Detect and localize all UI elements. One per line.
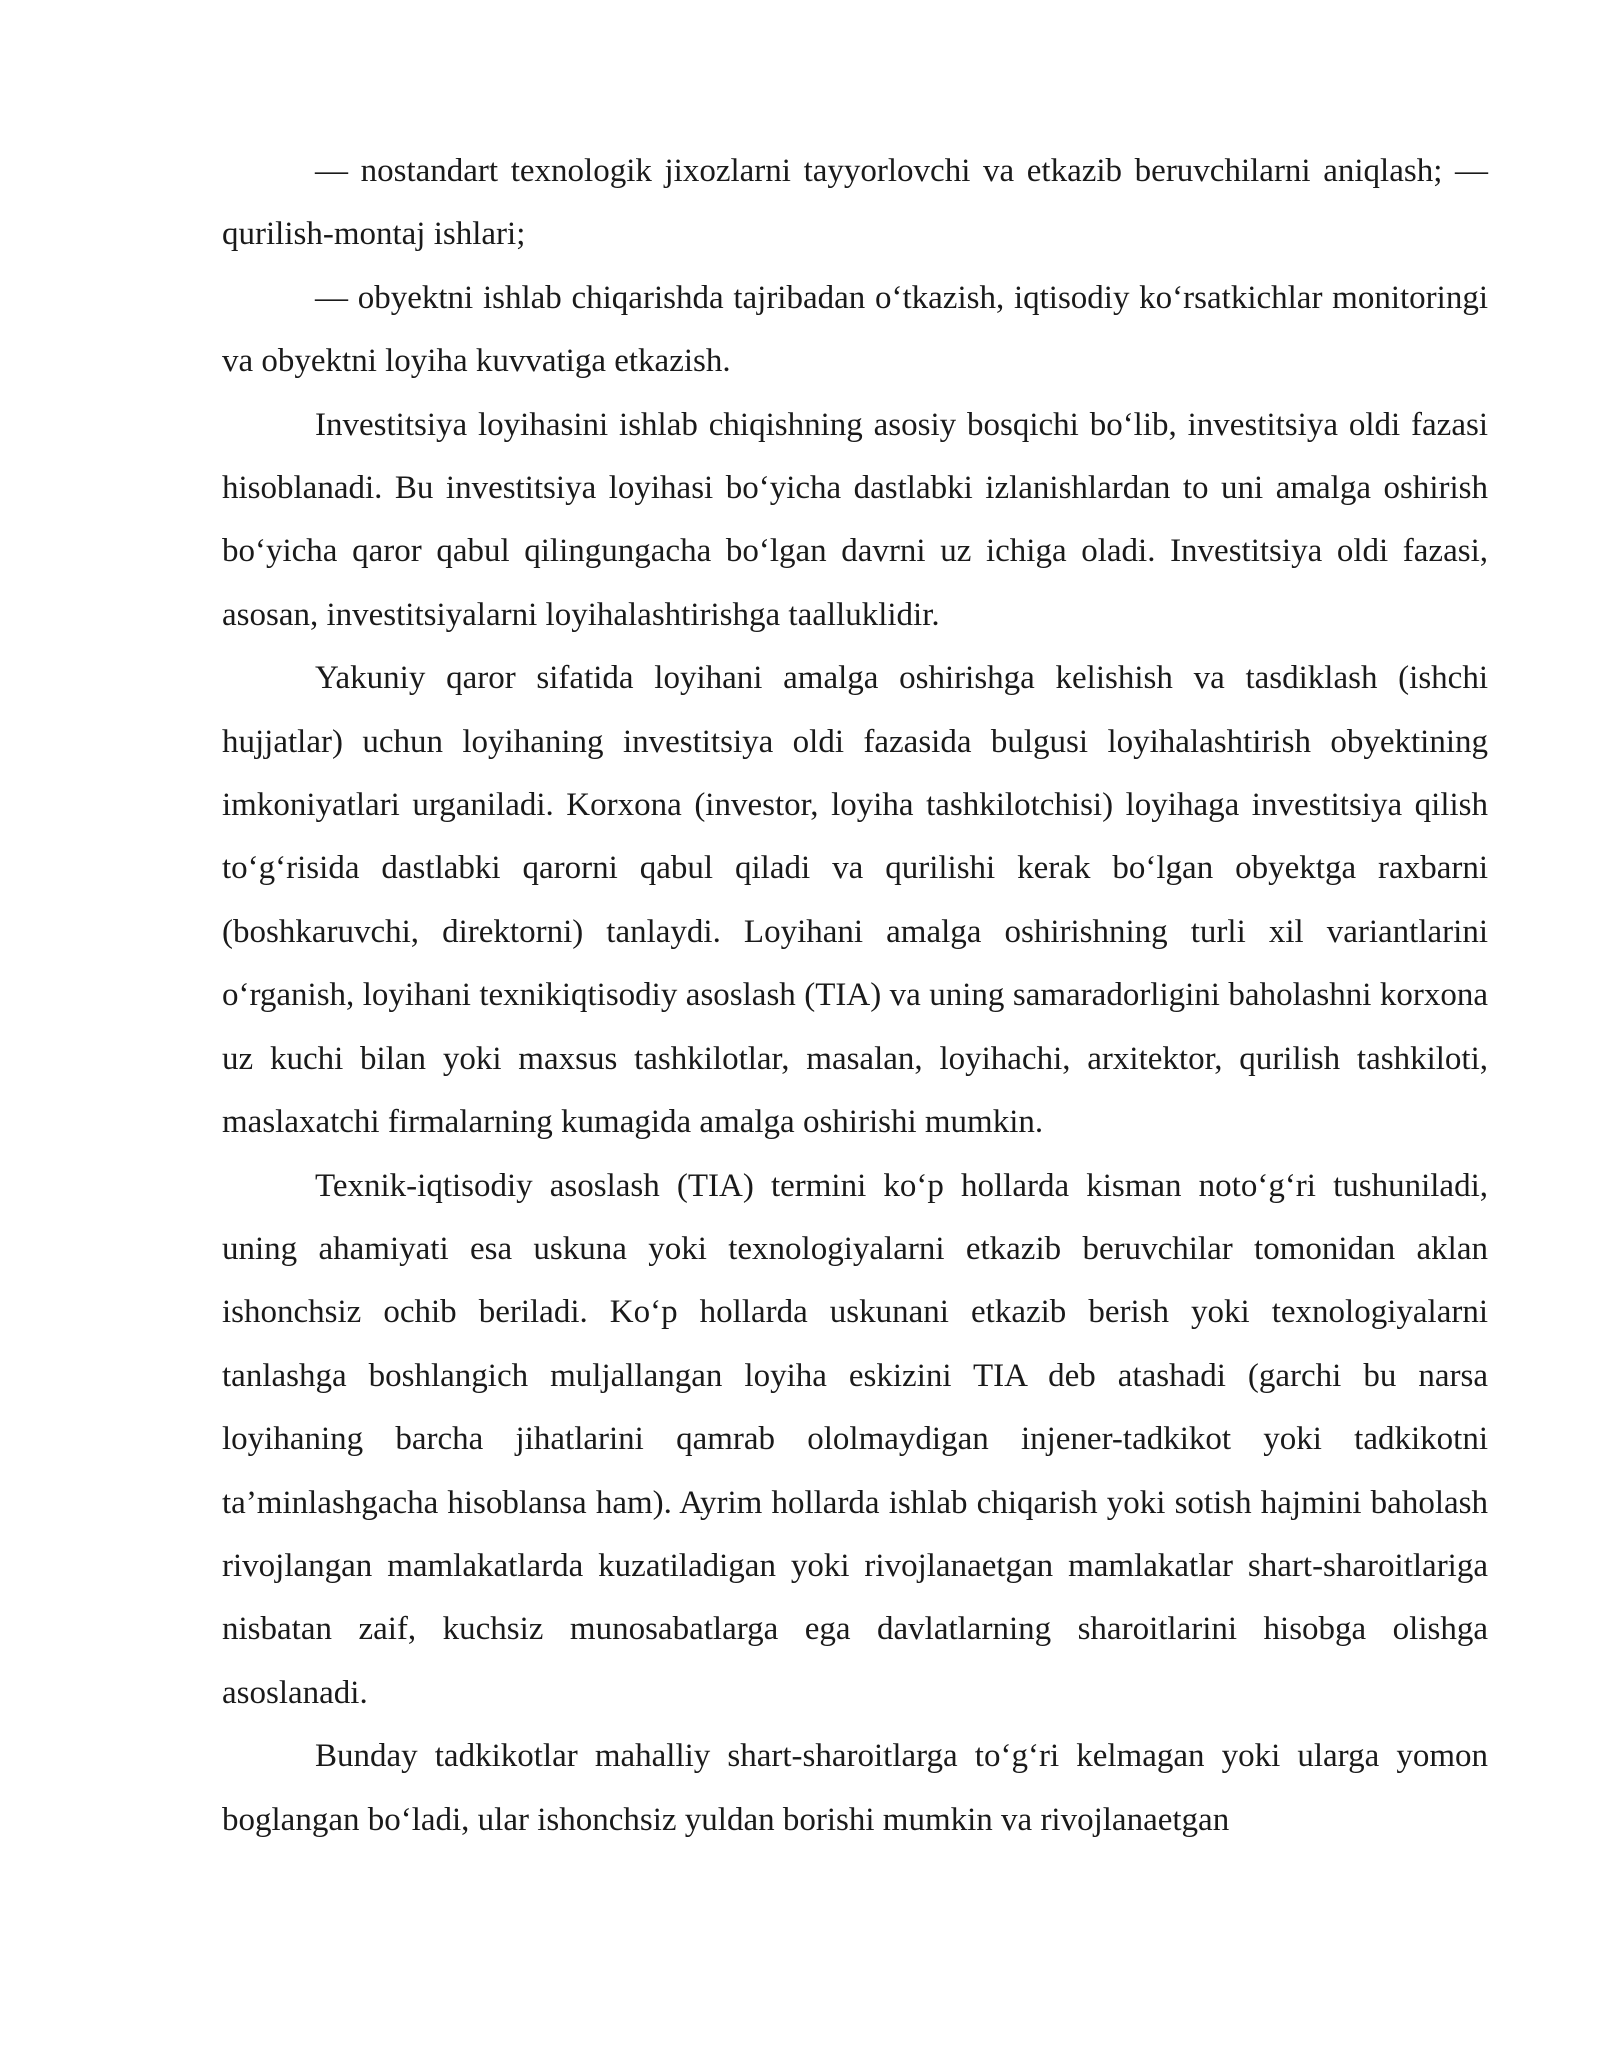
paragraph-local-conditions: Bunday tadkikotlar mahalliy shart-sharoitlarga to‘g‘ri kelmagan yoki ularga yomon boglangan bo‘ladi, ular ishonchsiz yuldan borishi mumkin va rivojlanaetgan [222, 1738, 1488, 1838]
paragraph-feasibility-study: Texnik-iqtisodiy asoslash (TIA) termini ko‘p hollarda kisman noto‘g‘ri tushuniladi, uning ahamiyati esa uskuna yoki texnologiyalarni etkazib beruvchilar tomonidan aklan ishonchsiz ochib beriladi. Ko‘p hollarda uskunani etkazib berish yoki texnologiyalarni tanlashga boshlangich muljallangan loyiha eskizini TIA deb atashadi (garchi bu narsa loyihaning barcha jihatlarini qamrab ololmaydigan injener-tadkikot yoki tadkikotni ta’minlashgacha hisoblansa ham). Ayrim hollarda ishlab chiqarish yoki sotish hajmini baholash rivojlangan mamlakatlarda kuzatiladigan yoki rivojlanaetgan mamlakatlar shart-sharoitlariga nisbatan zaif, kuchsiz munosabatlarga ega davlatlarning sharoitlarini hisobga olishga asoslanadi. [222, 1167, 1488, 1711]
paragraph-final-decision: Yakuniy qaror sifatida loyihani amalga oshirishga kelishish va tasdiklash (ishchi hujjatlar) uchun loyihaning investitsiya oldi fazasida bulgusi loyihalashtirish obyektining imkoniyatlari urganiladi. Korxona (investor, loyiha tashkilotchisi) loyihaga investitsiya qilish to‘g‘risida dastlabki qarorni qabul qiladi va qurilishi kerak bo‘lgan obyektga raxbarni (boshkaruvchi, direktorni) tanlaydi. Loyihani amalga oshirishning turli xil variantlarini o‘rganish, loyihani texnikiqtisodiy asoslash (TIA) va uning samaradorligini baholashni korxona uz kuchi bilan yoki maxsus tashkilotlar, masalan, loyihachi, arxitektor, qurilish tashkiloti, maslaxatchi firmalarning kumagida amalga oshirishi mumkin. [222, 660, 1488, 1141]
paragraph-list-item-commissioning: — obyektni ishlab chiqarishda tajribadan o‘tkazish, iqtisodiy ko‘rsatkichlar monitoringi va obyektni loyiha kuvvatiga etkazish. [222, 279, 1488, 380]
paragraph-pre-investment-phase: Investitsiya loyihasini ishlab chiqishning asosiy bosqichi bo‘lib, investitsiya oldi fazasi hisoblanadi. Bu investitsiya loyihasi bo‘yicha dastlabki izlanishlardan to uni amalga oshirish bo‘yicha qaror qabul qilingungacha bo‘lgan davrni uz ichiga oladi. Investitsiya oldi fazasi, asosan, investitsiyalarni loyihalashtirishga taalluklidir. [222, 406, 1488, 633]
paragraph-list-item-equipment: — nostandart texnologik jixozlarni tayyorlovchi va etkazib beruvchilarni aniqlash; — qurilish-montaj ishlari; [222, 153, 1488, 253]
document-page [222, 140, 1488, 1852]
